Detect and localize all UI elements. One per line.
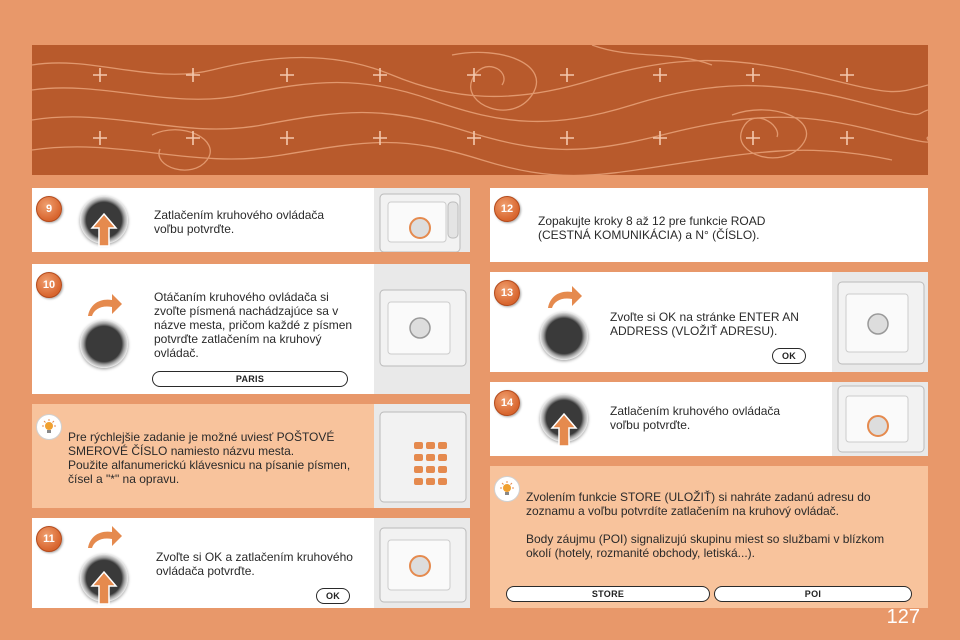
ok-button[interactable]: OK xyxy=(772,348,806,364)
ok-button[interactable]: OK xyxy=(316,588,350,604)
rotary-knob-icon xyxy=(540,312,588,360)
page-number: 127 xyxy=(886,606,920,628)
step-text: Zvoľte si OK a zatlačením kruhového ovládača potvrďte. xyxy=(156,550,353,578)
step-text: Zopakujte kroky 8 až 12 pre funkcie ROAD (CESTNÁ KOMUNIKÁCIA) a N° (ČÍSLO). xyxy=(538,214,766,242)
rotate-arrow-icon xyxy=(84,524,124,550)
keypad-illustration xyxy=(374,404,470,508)
poi-button[interactable]: POI xyxy=(714,586,912,602)
step-number-badge: 13 xyxy=(494,280,520,306)
tip-card-store xyxy=(490,466,928,608)
step-card-11 xyxy=(32,518,470,608)
tip-text: Pre rýchlejšie zadanie je možné uviesť POŠTOVÉ SMEROVÉ ČÍSLO namiesto názvu mesta. Použite alfanumerickú klávesnicu na písanie písmen, čísel a "*" na opravu. xyxy=(68,430,351,486)
plus-grid xyxy=(93,68,854,145)
store-button[interactable]: STORE xyxy=(506,586,710,602)
step-text: Zvoľte si OK na stránke ENTER AN ADDRESS (VLOŽIŤ ADRESU). xyxy=(610,310,799,338)
step-text: Zatlačením kruhového ovládača voľbu potvrďte. xyxy=(610,404,781,432)
tip-text: Zvolením funkcie STORE (ULOŽIŤ) si nahráte zadanú adresu do zoznamu a voľbu potvrdíte zatlačením na kruhový ovládač. Body záujmu (POI) signalizujú skupinu miest so službami v blízkom okolí (hotely, rozmanité obchody, letiská...). xyxy=(526,490,885,560)
tip-card-postal xyxy=(32,404,470,508)
lightbulb-icon xyxy=(494,476,520,502)
step-card-9 xyxy=(32,188,470,252)
radio-panel-illustration xyxy=(832,272,928,372)
press-arrow-icon xyxy=(90,570,118,606)
rotary-knob-icon xyxy=(80,320,128,368)
rotate-arrow-icon xyxy=(544,284,584,310)
step-card-12 xyxy=(490,188,928,262)
radio-panel-illustration xyxy=(374,188,470,252)
step-number-badge: 9 xyxy=(36,196,62,222)
decorative-banner xyxy=(32,45,928,175)
radio-panel-illustration xyxy=(374,264,470,394)
step-number-badge: 10 xyxy=(36,272,62,298)
step-card-10 xyxy=(32,264,470,394)
paris-button[interactable]: PARIS xyxy=(152,371,348,387)
step-text: Otáčaním kruhového ovládača si zvoľte písmená nachádzajúce sa v názve mesta, pričom každé z písmen potvrďte zatlačením na kruhový ovládač. xyxy=(154,290,353,360)
press-arrow-icon xyxy=(550,412,578,448)
step-card-14 xyxy=(490,382,928,456)
step-number-badge: 14 xyxy=(494,390,520,416)
radio-panel-illustration xyxy=(832,382,928,456)
press-arrow-icon xyxy=(90,212,118,248)
step-number-badge: 12 xyxy=(494,196,520,222)
topographic-pattern xyxy=(32,45,928,175)
radio-panel-illustration xyxy=(374,518,470,608)
rotate-arrow-icon xyxy=(84,292,124,318)
step-card-13 xyxy=(490,272,928,372)
lightbulb-icon xyxy=(36,414,62,440)
step-text: Zatlačením kruhového ovládača voľbu potvrďte. xyxy=(154,208,325,236)
step-number-badge: 11 xyxy=(36,526,62,552)
